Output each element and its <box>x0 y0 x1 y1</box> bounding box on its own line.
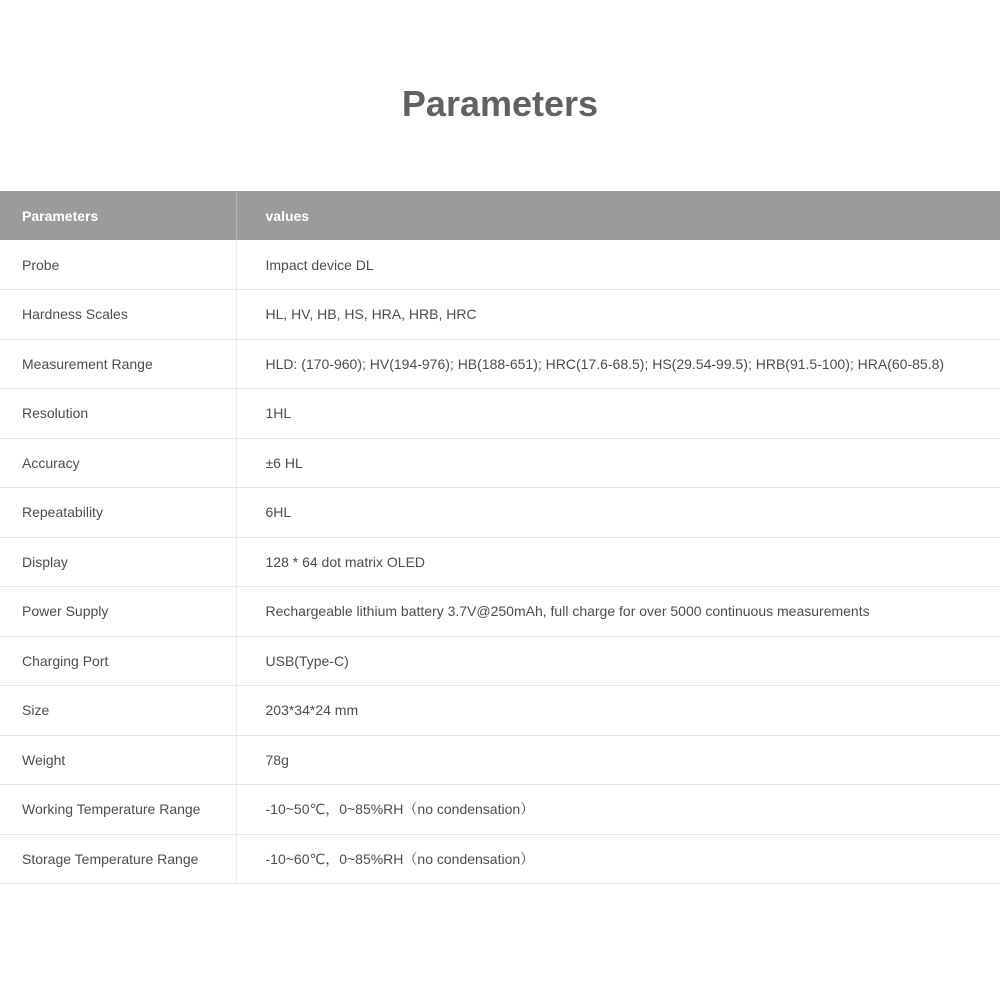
parameter-label: Power Supply <box>0 587 236 637</box>
parameter-value: HL, HV, HB, HS, HRA, HRB, HRC <box>236 290 1000 340</box>
parameter-value: Rechargeable lithium battery 3.7V@250mAh, full charge for over 5000 continuous measurements <box>236 587 1000 637</box>
column-header-parameters: Parameters <box>0 191 236 240</box>
parameter-label: Resolution <box>0 389 236 439</box>
parameter-value: Impact device DL <box>236 240 1000 290</box>
table-row <box>0 636 1000 686</box>
parameter-label: Accuracy <box>0 438 236 488</box>
table-row <box>0 240 1000 290</box>
table-row <box>0 389 1000 439</box>
parameter-value: USB(Type-C) <box>236 636 1000 686</box>
parameter-value: -10~50℃，0~85%RH（no condensation） <box>236 785 1000 835</box>
parameter-value: ±6 HL <box>236 438 1000 488</box>
table-row <box>0 339 1000 389</box>
table-row <box>0 785 1000 835</box>
parameter-label: Size <box>0 686 236 736</box>
parameter-label: Weight <box>0 735 236 785</box>
column-header-values: values <box>236 191 1000 240</box>
table-row <box>0 834 1000 884</box>
table-row <box>0 735 1000 785</box>
table-row <box>0 686 1000 736</box>
table-row <box>0 438 1000 488</box>
parameter-value: HLD: (170-960); HV(194-976); HB(188-651); HRC(17.6-68.5); HS(29.54-99.5); HRB(91.5-100); HRA(60-85.8) <box>236 339 1000 389</box>
parameter-label: Charging Port <box>0 636 236 686</box>
parameter-label: Probe <box>0 240 236 290</box>
page-title: Parameters <box>401 83 599 124</box>
parameter-value: 78g <box>236 735 1000 785</box>
table-row <box>0 488 1000 538</box>
table-row <box>0 537 1000 587</box>
parameter-label: Hardness Scales <box>0 290 236 340</box>
parameter-value: 6HL <box>236 488 1000 538</box>
parameter-label: Storage Temperature Range <box>0 834 236 884</box>
parameters-table <box>0 191 1000 884</box>
parameter-value: 1HL <box>236 389 1000 439</box>
parameter-label: Repeatability <box>0 488 236 538</box>
parameter-value: -10~60℃，0~85%RH（no condensation） <box>236 834 1000 884</box>
table-header-row <box>0 191 1000 240</box>
table-row <box>0 290 1000 340</box>
table-row <box>0 587 1000 637</box>
parameter-value: 203*34*24 mm <box>236 686 1000 736</box>
parameter-label: Working Temperature Range <box>0 785 236 835</box>
parameter-label: Measurement Range <box>0 339 236 389</box>
parameter-label: Display <box>0 537 236 587</box>
parameter-value: 128 * 64 dot matrix OLED <box>236 537 1000 587</box>
